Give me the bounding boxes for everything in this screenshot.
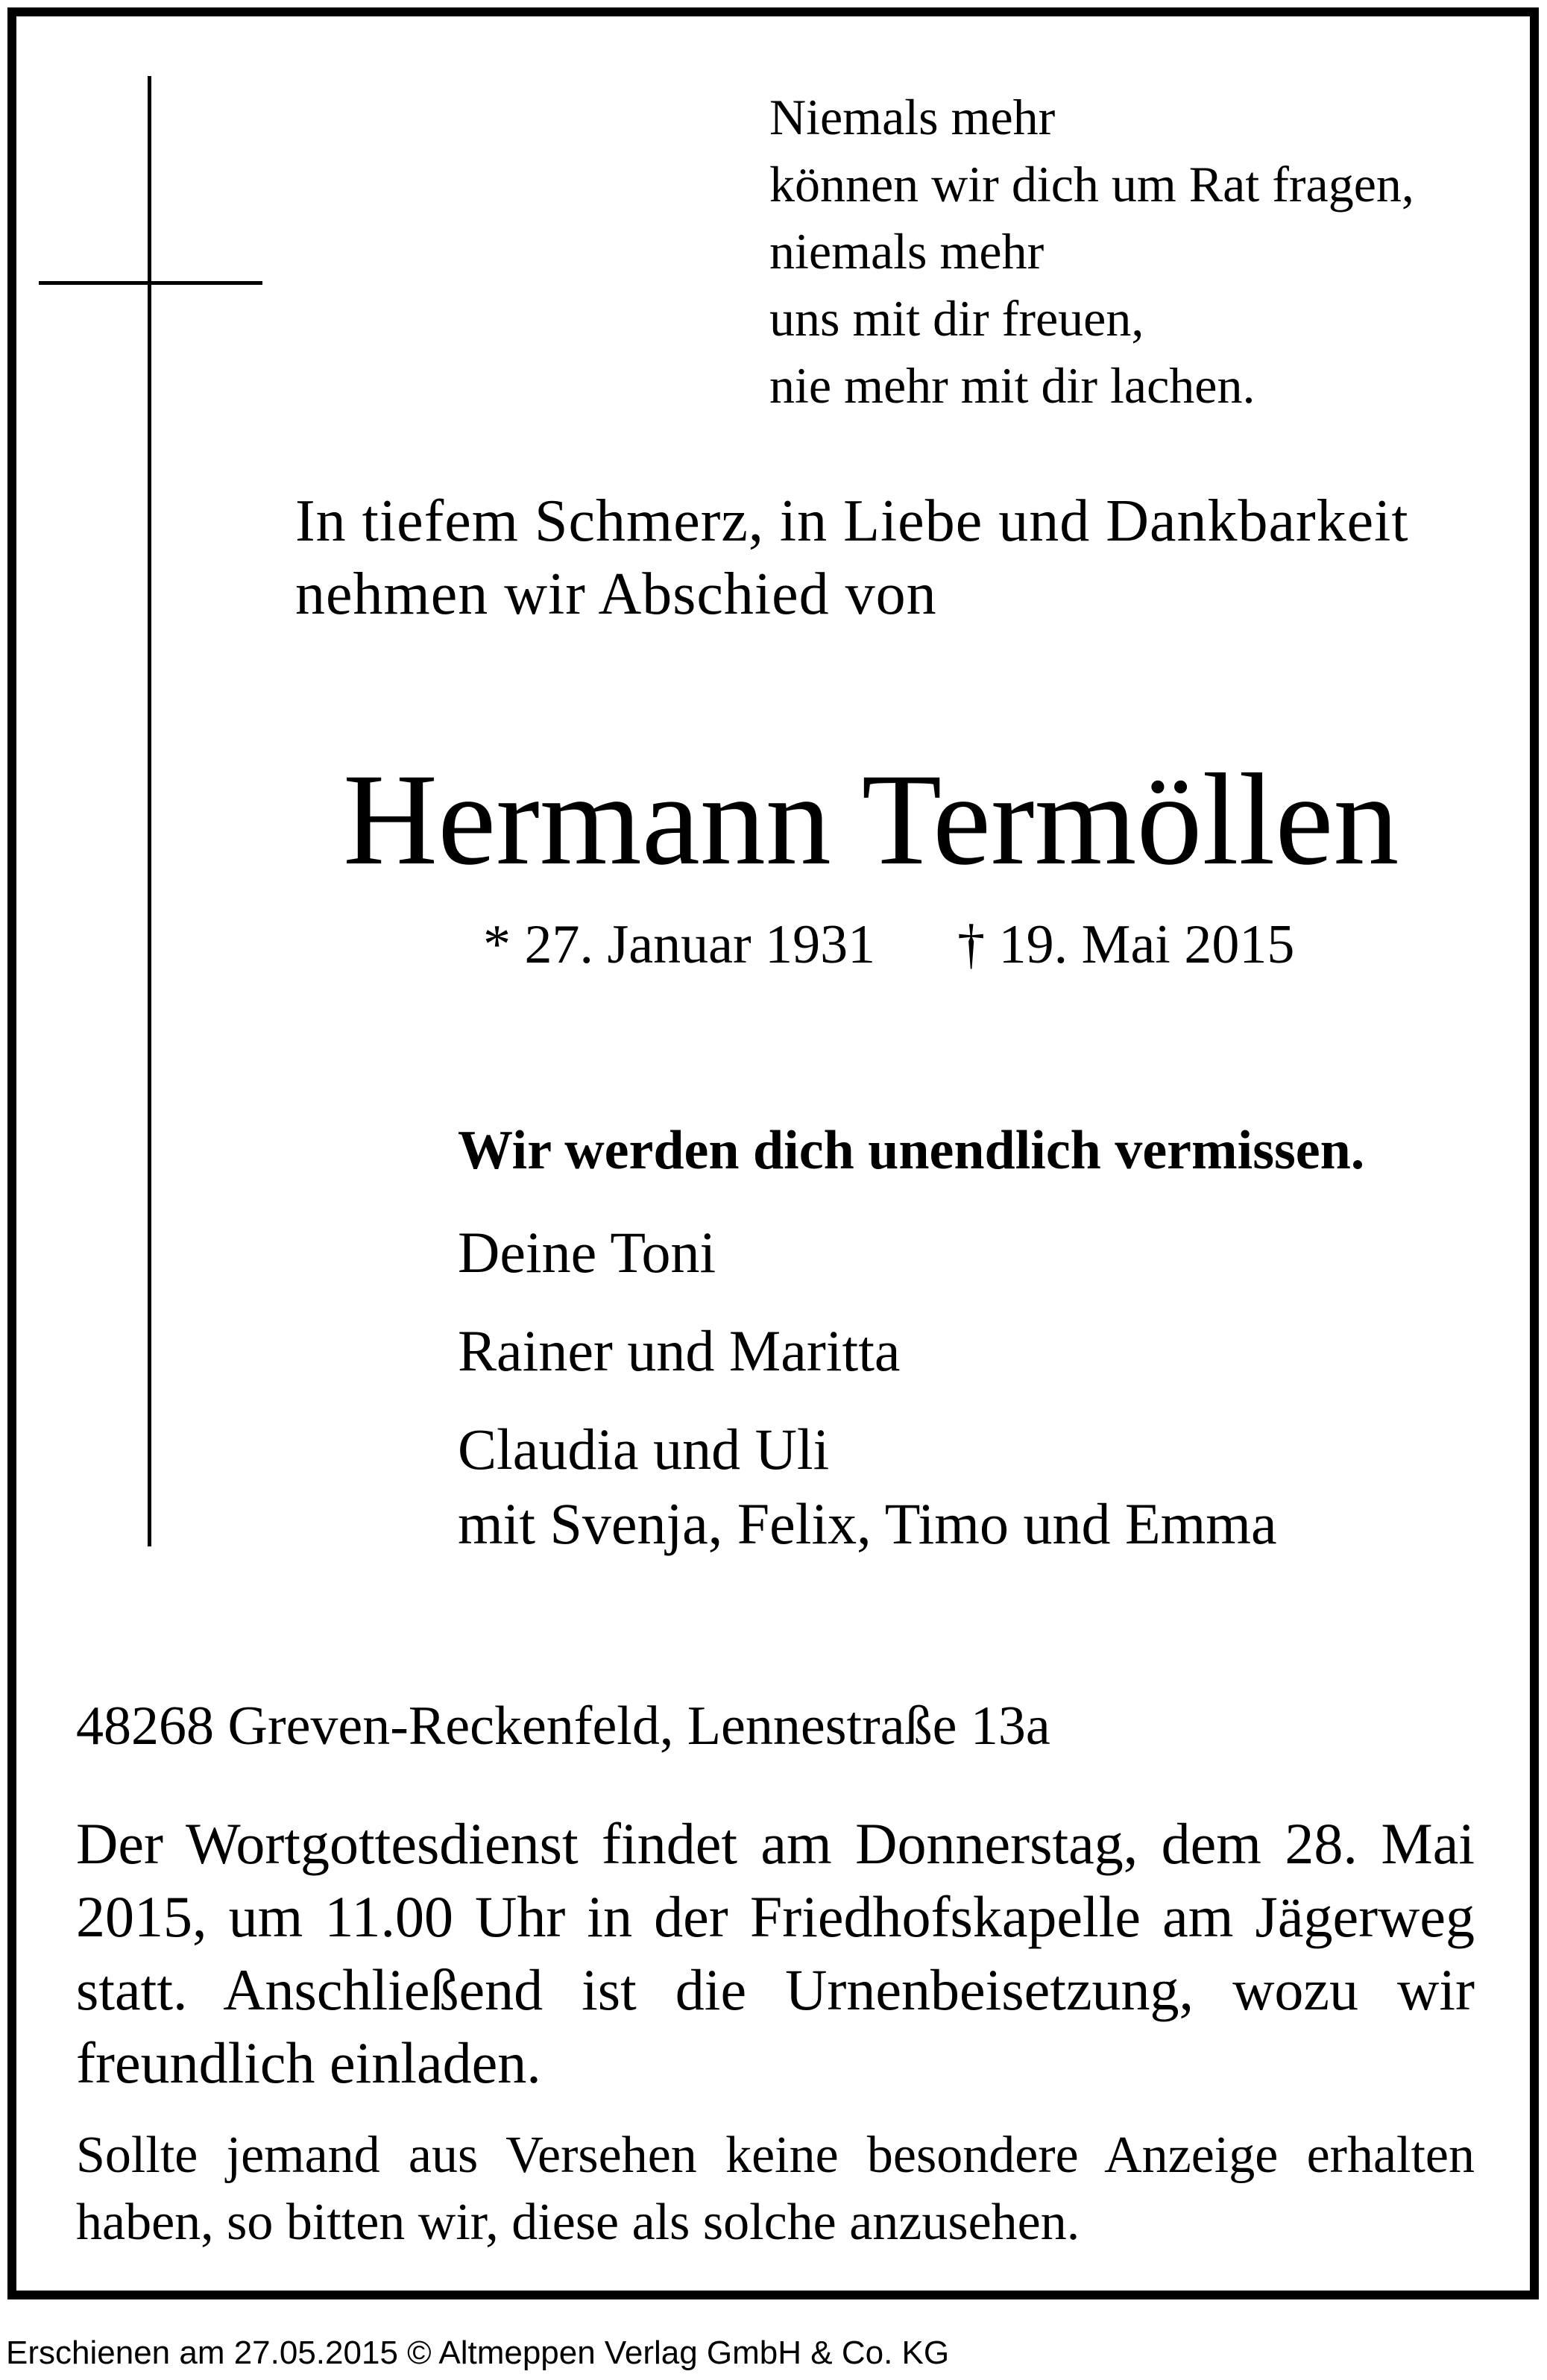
publication-footer: Erschienen am 27.05.2015 © Altmeppen Verlag GmbH & Co. KG: [6, 2335, 950, 2371]
mourner-entry: [458, 1314, 1277, 1388]
death-date: † 19. Mai 2015: [957, 914, 1295, 975]
intro-text: [295, 485, 1409, 631]
poem-line: können wir dich um Rat fragen,: [769, 156, 1414, 212]
poem-line: nie mehr mit dir lachen.: [769, 357, 1255, 414]
family-address: 48268 Greven-Reckenfeld, Lennestraße 13a: [76, 1696, 1050, 1757]
poem-line: Niemals mehr: [769, 89, 1056, 145]
poem-line: uns mit dir freuen,: [769, 290, 1144, 347]
mourner-entry: [458, 1215, 1277, 1290]
mourner-entry: [458, 1412, 1277, 1561]
mourners-list: [458, 1215, 1277, 1585]
cross-icon-vertical-bar: [148, 76, 151, 1546]
mourner-line: Rainer und Maritta: [458, 1318, 901, 1383]
notice-text: Sollte jemand aus Versehen keine besondere Anzeige erhalten haben, so bitten wir, diese als solche anzusehen.: [76, 2126, 1475, 2251]
mourner-line: Deine Toni: [458, 1220, 716, 1285]
mourner-line: Claudia und Uli: [458, 1417, 830, 1482]
intro-line: In tiefem Schmerz, in Liebe und Dankbarkeit: [295, 488, 1409, 554]
poem: [769, 84, 1414, 419]
life-dates: [483, 911, 1294, 978]
cross-icon-horizontal-bar: [39, 281, 262, 285]
birth-date: * 27. Januar 1931: [483, 914, 876, 975]
motto: Wir werden dich unendlich vermissen.: [458, 1120, 1365, 1181]
intro-line: nehmen wir Abschied von: [295, 561, 937, 627]
service-announcement: Der Wortgottesdienst findet am Donnerstag, dem 28. Mai 2015, um 11.00 Uhr in der Friedhofskapelle am Jägerweg statt. Anschließend ist die Urnenbeisetzung, wozu wir freundlich einladen.: [76, 1811, 1475, 2095]
poem-line: niemals mehr: [769, 223, 1045, 280]
mourner-line: mit Svenja, Felix, Timo und Emma: [458, 1491, 1277, 1556]
deceased-name: Hermann Termöllen: [343, 747, 1399, 892]
